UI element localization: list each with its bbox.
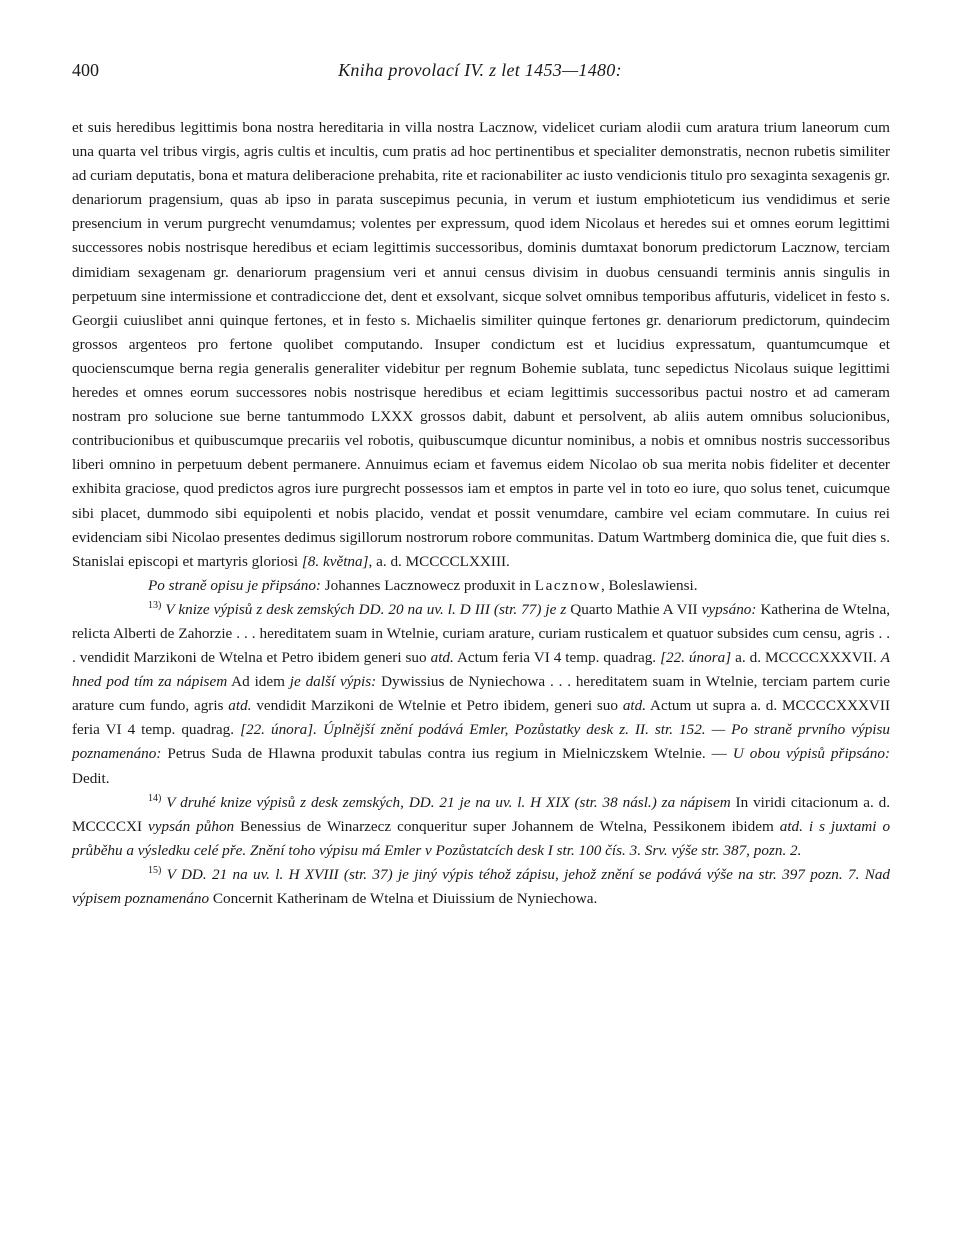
fn13-s20: Dedit. xyxy=(72,769,110,787)
fn13-s8: a. d. MCCCCXXXVII. xyxy=(735,649,877,667)
running-title: Kniha provolací IV. z let 1453—1480: xyxy=(338,60,622,80)
fn13-s17: [22. února]. Úplnější znění podává Emler, Pozůstatky desk z. II. str. 152. — Po straně prvního výpisu poznamenáno: xyxy=(72,721,891,763)
fn14-s5: atd. i s juxtami o průběhu a výsledku celé pře. Znění toho výpisu má Emler v Pozůstatcích desk I str. 100 čís. 3. Srv. výše str. 387, pozn. 2. xyxy=(72,817,891,859)
main-text: et suis heredibus legittimis bona nostra hereditaria in villa nostra Lacznow, videlicet curiam alodii cum aratura trium laneorum cum una quarta vel tribus virgis, agris cultis et incultis, cum pratis ad hoc pertinentibus et specialiter demonstratis, necnon rubetis similiter ad curiam deputatis, bona et matura deliberacione prehabita, rite et racionabiliter ac iusto vendicionis titulo pro sexaginta sexagenis gr. denariorum pragensium, quas ab ipso in parata suscepimus pecunia, in verum et iustum emphioteticum ius vendidimus et serie presencium in verum purgrecht venumdamus; volentes per expressum, quod idem Nicolaus et heredes sui et omnes eorum legittimi successores nobis nostrisque heredibus et eciam legittimis successoribus, dominis dumtaxat bonorum predictorum Lacznow, terciam dimidiam sexagenam gr. denariorum pragensium veri et annui census divisim in duobus censuandi terminis annis singulis in perpetuum sine intermissione et contradiccione det, dent et exsolvant, sicque solvet omnibus temporibus affuturis, videlicet in festo s. Georgii cuiuslibet anni quinque fertones, et in festo s. Michaelis similiter quinque fertones gr. denariorum predictorum, quindecim grossos argenteos pro fertone quolibet computando. Insuper condictum est et lucidius expressatum, quantumcumque et quocienscumque berna regia generalis generaliter videbitur per regnum Bohemie sublata, tunc sepedictus Nicolaus suique legittimi heredes et omnes eorum successores nobis nostrisque heredibus et eciam legittimis successoribus pactui nostro et ad cameram nostram pro solucione sue berne tantummodo LXXX grossos dabit, dabunt et persolvent, ab aliis autem omnibus solucionibus, contribucionibus et quibuscumque precariis vel robotis, quibuscumque dicuntur nominibus, a nobis et omnibus nostris successoribus liberi omnino in perpetuum debent permanere. Annuimus eciam et favemus eidem Nicolao ob sua merita nobis fideliter et decenter exhibita graciose, quod predictos agros iure purgrecht possessos iam et emptos in parte vel in toto eo iure, quo solus tenet, cuicumque sibi placet, dummodo sibi equipolenti et nobis placido, vendat et possit venumdare, cambire vel eciam commutare. In cuius rei evidenciam sibi Nicolao presentes dedimus sigillorum nostrorum robore communitas. Datum Wartmberg dominica die, que fuit dies s. Stanislai episcopi et martyris gloriosi xyxy=(72,119,890,570)
side-note-label: Po straně opisu je připsáno: xyxy=(148,576,321,594)
fn13-s16: Actum ut supra a. d. MCCCCXXXVII feria VI 4 temp. quadrag. xyxy=(72,697,891,739)
footnote-15 xyxy=(72,863,890,911)
fn14-s4: Benessius de Winarzecz conqueritur super Johannem de Wtelna, Pessikonem ibidem xyxy=(240,817,774,835)
footnote-14-number: 14) xyxy=(148,792,162,804)
fn13-s9: A hned pod tím za nápisem xyxy=(72,649,891,691)
fn15-s1: V DD. 21 na uv. l. H XVIII (str. 37) je jiný výpis téhož zápisu, jehož znění se podává výše na str. 397 pozn. 7. Nad výpisem poznamenáno xyxy=(72,865,891,907)
fn14-s2: In viridi citacionum a. d. MCCCCXI xyxy=(72,793,891,835)
fn14-s1: V druhé knize výpisů z desk zemských, DD. 21 je na uv. l. H XIX (str. 38 násl.) za nápisem xyxy=(166,793,731,811)
footnote-14 xyxy=(72,791,890,863)
fn13-s13: atd. xyxy=(228,697,252,715)
footnote-15-number: 15) xyxy=(148,864,162,876)
fn13-s11: je další výpis: xyxy=(289,673,377,691)
fn13-s4: Katherina de Wtelna, relicta Alberti de Zahorzie . . . hereditatem suam in Wtelnie, curiam arature, curiam rusticalem et quatuor subsides cum censu, agris . . . vendidit Marzikoni de Wtelna et Petro ibidem generi suo xyxy=(72,600,891,667)
fn15-s2: Concernit Katherinam de Wtelna et Diuissium de Nyniechowa. xyxy=(212,890,598,907)
fn13-s19: U obou výpisů připsáno: xyxy=(732,745,891,763)
page-number: 400 xyxy=(72,60,99,80)
main-paragraph xyxy=(72,116,890,574)
side-note-place: Lacznow xyxy=(534,576,601,594)
fn13-s7: [22. února] xyxy=(660,649,732,667)
fn13-s3: vypsáno: xyxy=(701,600,757,618)
side-note-paragraph xyxy=(72,574,890,598)
side-note-text-b: , Boleslawiensi. xyxy=(600,576,698,594)
page-body xyxy=(72,116,890,911)
fn13-s2: Quarto Mathie A VII xyxy=(570,600,698,618)
date-annotation: [8. května] xyxy=(301,552,369,570)
fn13-s14: vendidit Marzikoni de Wtelnie et Petro ibidem, generi suo xyxy=(256,697,618,715)
fn13-s6: Actum feria VI 4 temp. quadrag. xyxy=(456,649,657,667)
fn13-s12: Dywissius de Nyniechowa . . . hereditatem suam in Wtelnie, terciam partem curie arature cum fundo, agris xyxy=(72,673,891,715)
fn13-s10: Ad idem xyxy=(231,673,285,691)
fn13-s18: Petrus Suda de Hlawna produxit tabulas contra ius regium in Mielniczskem Wtelnie. — xyxy=(167,745,727,763)
fn13-s1: V knize výpisů z desk zemských DD. 20 na uv. l. D III (str. 77) je z xyxy=(165,600,567,618)
side-note-text-a: Johannes Lacznowecz produxit in xyxy=(324,576,531,594)
date-tail: , a. d. MCCCCLXXIII. xyxy=(368,552,510,570)
fn13-s5: atd. xyxy=(430,649,454,667)
footnote-13-number: 13) xyxy=(148,599,162,611)
fn13-s15: atd. xyxy=(622,697,647,715)
footnote-13 xyxy=(72,598,890,791)
fn14-s3: vypsán půhon xyxy=(148,817,235,835)
page-header xyxy=(72,60,888,88)
